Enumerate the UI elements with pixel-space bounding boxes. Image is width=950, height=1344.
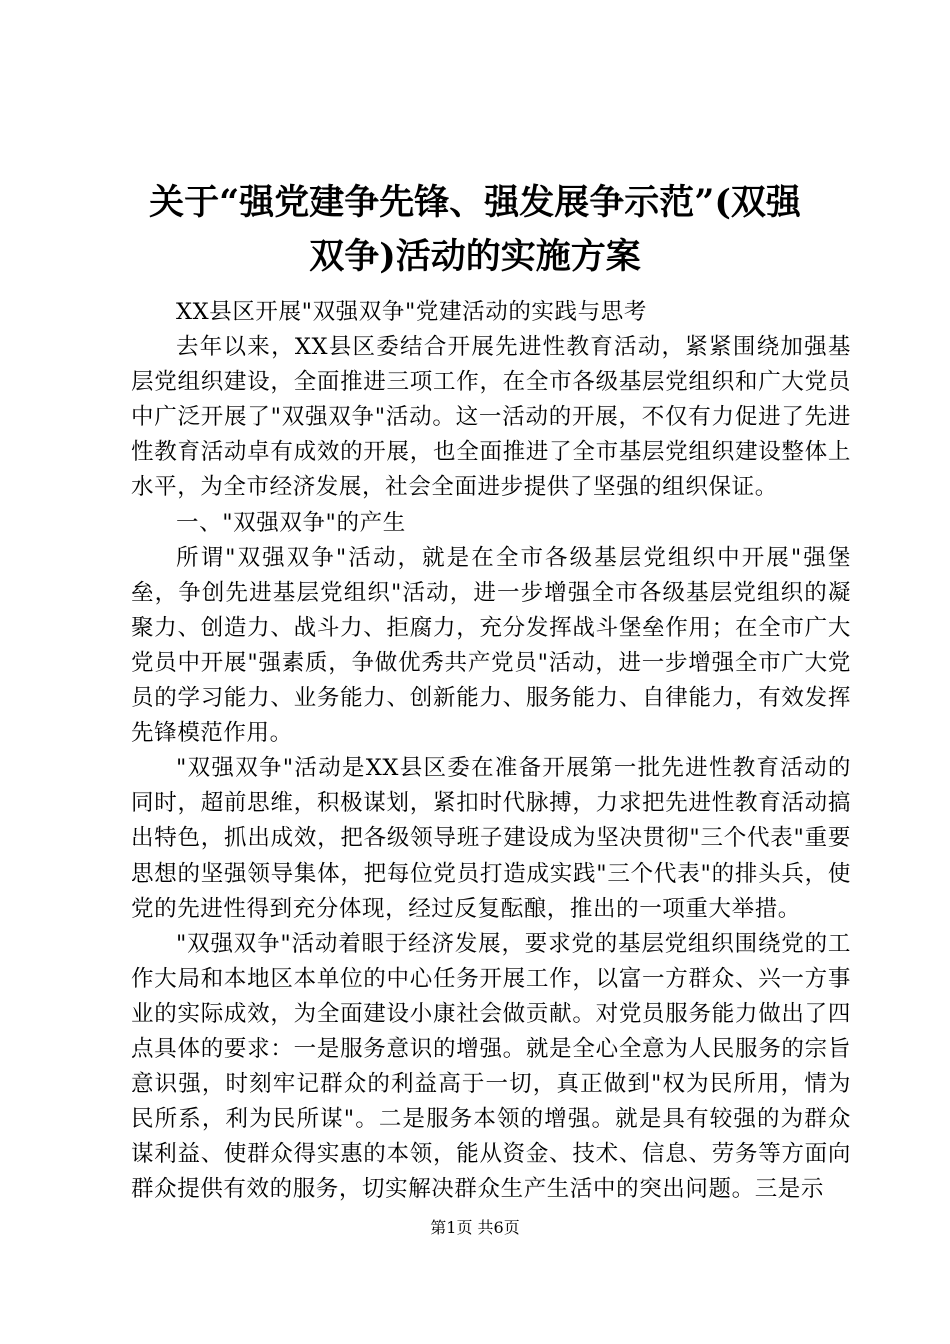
paragraph: "双强双争"活动着眼于经济发展，要求党的基层党组织围绕党的工作大局和本地区本单位的中心任务开展工作，以富一方群众、兴一方事业的实际成效，为全面建设小康社会做贡献。对党员服务能力做出了四点具体的要求：一是服务意识的增强。就是全心全意为人民服务的宗旨意识强，时刻牢记群众的利益高于一切，真正做到"权为民所用，情为民所系，利为民所谋"。二是服务本领的增强。就是具有较强的为群众谋利益、使群众得实惠的本领，能从资金、技术、信息、劳务等方面向群众提供有效的服务，切实解决群众生产生活中的突出问题。三是示 bbox=[131, 930, 851, 1203]
section-heading: 一、"双强双争"的产生 bbox=[176, 509, 406, 536]
paragraph: 去年以来，XX县区委结合开展先进性教育活动，紧紧围绕加强基层党组织建设，全面推进三项工作，在全市各级基层党组织和广大党员中广泛开展了"双强双争"活动。这一活动的开展，不仅有力促进了先进性教育活动卓有成效的开展，也全面推进了全市基层党组织建设整体上水平，为全市经济发展，社会全面进步提供了坚强的组织保证。 bbox=[131, 334, 851, 501]
paragraph: "双强双争"活动是XX县区委在准备开展第一批先进性教育活动的同时，超前思维，积极谋划，紧扣时代脉搏，力求把先进性教育活动搞出特色，抓出成效，把各级领导班子建设成为坚决贯彻"三个代表"重要思想的坚强领导集体，把每位党员打造成实践"三个代表"的排头兵，使党的先进性得到充分体现，经过反复酝酿，推出的一项重大举措。 bbox=[131, 755, 851, 922]
paragraph: 所谓"双强双争"活动，就是在全市各级基层党组织中开展"强堡垒，争创先进基层党组织"活动，进一步增强全市各级基层党组织的凝聚力、创造力、战斗力、拒腐力，充分发挥战斗堡垒作用；在全市广大党员中开展"强素质，争做优秀共产党员"活动，进一步增强全市广大党员的学习能力、业务能力、创新能力、服务能力、自律能力，有效发挥先锋模范作用。 bbox=[131, 544, 851, 747]
paragraph-subtitle: XX县区开展"双强双争"党建活动的实践与思考 bbox=[176, 299, 647, 325]
page-footer: 第1页 共6页 bbox=[430, 1218, 520, 1237]
title-line-2: 双争)活动的实施方案 bbox=[309, 236, 641, 277]
document-title bbox=[100, 176, 850, 284]
title-line-1: 关于“强党建争先锋、强发展争示范”(双强 bbox=[149, 182, 801, 223]
document-body bbox=[131, 295, 851, 1207]
